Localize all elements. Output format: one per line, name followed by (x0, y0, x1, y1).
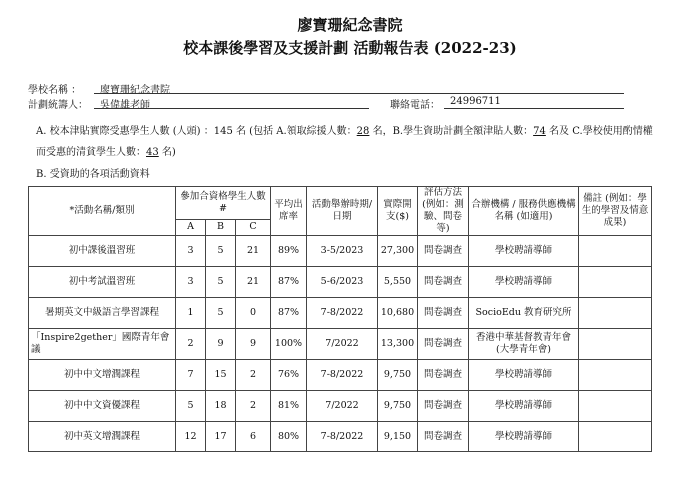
table-row (29, 391, 652, 422)
evaluation-method: 問卷調查 (418, 267, 469, 298)
table-row (29, 329, 652, 360)
section-b-label: B. 受資助的各項活動資料 (36, 169, 150, 180)
header-remarks: 備註 (例如：學生的學習及情意成果) (579, 187, 652, 236)
count-c: 2 (236, 391, 271, 422)
attendance-rate: 76% (271, 360, 307, 391)
header-attendance: 平均出席率 (271, 187, 307, 236)
cssa-count: 28 (356, 126, 370, 137)
actual-expense: 9,750 (378, 360, 418, 391)
section-a-line2 (36, 146, 176, 160)
partner-organization: 學校聘請導師 (469, 236, 579, 267)
header-b: B (206, 219, 236, 235)
count-b: 18 (206, 391, 236, 422)
discretion-count: 43 (146, 147, 159, 158)
school-title: 廖寶珊紀念書院 (297, 16, 403, 34)
activity-name: 初中課後溫習班 (29, 236, 176, 267)
coordinator-underline (94, 108, 369, 109)
partner-organization: 學校聘請導師 (469, 391, 579, 422)
phone-underline (444, 108, 624, 109)
count-c: 21 (236, 236, 271, 267)
full-grant-count: 74 (533, 126, 546, 137)
header-expense: 實際開支($) (378, 187, 418, 236)
count-c: 0 (236, 298, 271, 329)
attendance-rate: 100% (271, 329, 307, 360)
coordinator-label: 計劃統籌人： (28, 100, 88, 111)
phone-value: 24996711 (450, 96, 501, 107)
evaluation-method: 問卷調查 (418, 298, 469, 329)
evaluation-method: 問卷調查 (418, 360, 469, 391)
activity-period: 7/2022 (307, 329, 378, 360)
table-row (29, 267, 652, 298)
count-a: 2 (176, 329, 206, 360)
activity-period: 7-8/2022 (307, 422, 378, 452)
evaluation-method: 問卷調查 (418, 329, 469, 360)
activity-period: 3-5/2023 (307, 236, 378, 267)
table-row (29, 360, 652, 391)
activity-name: 初中中文資優課程 (29, 391, 176, 422)
header-partner: 合辦機構 / 服務供應機構名稱 (如適用) (469, 187, 579, 236)
remarks (579, 329, 652, 360)
remarks (579, 236, 652, 267)
activity-period: 7-8/2022 (307, 360, 378, 391)
count-b: 5 (206, 267, 236, 298)
remarks (579, 360, 652, 391)
activity-name: 「Inspire2gether」國際青年會議 (29, 329, 176, 360)
header-c: C (236, 219, 271, 235)
activity-name: 初中中文增潤課程 (29, 360, 176, 391)
count-a: 12 (176, 422, 206, 452)
section-a-line2-prefix: 而受惠的清貧學生人數： (36, 147, 146, 158)
coordinator-value: 吳偉雄老師 (100, 100, 150, 111)
attendance-rate: 81% (271, 391, 307, 422)
remarks (579, 391, 652, 422)
evaluation-method: 問卷調查 (418, 422, 469, 452)
section-a-mid2: 名及 C.學校使用酌情權 (545, 126, 653, 137)
count-a: 7 (176, 360, 206, 391)
evaluation-method: 問卷調查 (418, 391, 469, 422)
evaluation-method: 問卷調查 (418, 236, 469, 267)
header-a: A (176, 219, 206, 235)
table-row (29, 236, 652, 267)
phone-label: 聯絡電話： (390, 100, 440, 111)
partner-organization: 學校聘請導師 (469, 422, 579, 452)
header-evaluation: 評估方法(例如：測驗、問卷等) (418, 187, 469, 236)
remarks (579, 267, 652, 298)
activity-period: 7/2022 (307, 391, 378, 422)
school-label: 學校名稱 ： (28, 85, 82, 96)
count-b: 9 (206, 329, 236, 360)
activity-name: 暑期英文中級語言學習課程 (29, 298, 176, 329)
count-a: 1 (176, 298, 206, 329)
count-b: 17 (206, 422, 236, 452)
section-a-prefix: A. 校本津貼實際受惠學生人數 (人頭) ：145 名 (包括 A.領取綜援人數： (36, 126, 357, 137)
actual-expense: 10,680 (378, 298, 418, 329)
actual-expense: 9,750 (378, 391, 418, 422)
section-a-line2-suffix: 名) (158, 147, 176, 158)
section-a-line1 (36, 125, 686, 139)
count-c: 9 (236, 329, 271, 360)
attendance-rate: 80% (271, 422, 307, 452)
count-b: 5 (206, 236, 236, 267)
count-b: 15 (206, 360, 236, 391)
activity-name: 初中英文增潤課程 (29, 422, 176, 452)
count-c: 21 (236, 267, 271, 298)
school-underline (94, 93, 624, 94)
activity-period: 5-6/2023 (307, 267, 378, 298)
table-row (29, 298, 652, 329)
count-a: 3 (176, 267, 206, 298)
partner-organization: SocioEdu 教育研究所 (469, 298, 579, 329)
header-eligible: 參加合資格學生人數# (176, 187, 271, 220)
actual-expense: 27,300 (378, 236, 418, 267)
school-value: 廖寶珊紀念書院 (100, 85, 170, 96)
partner-organization: 香港中華基督教青年會 (大學青年會) (469, 329, 579, 360)
activity-table (28, 186, 652, 452)
remarks (579, 422, 652, 452)
count-a: 3 (176, 236, 206, 267)
partner-organization: 學校聘請導師 (469, 267, 579, 298)
section-a-mid1: 名，B.學生資助計劃全額津貼人數： (369, 126, 534, 137)
count-c: 6 (236, 422, 271, 452)
header-activity: *活動名稱/類別 (29, 187, 176, 236)
count-c: 2 (236, 360, 271, 391)
attendance-rate: 87% (271, 267, 307, 298)
attendance-rate: 87% (271, 298, 307, 329)
actual-expense: 5,550 (378, 267, 418, 298)
actual-expense: 9,150 (378, 422, 418, 452)
remarks (579, 298, 652, 329)
count-b: 5 (206, 298, 236, 329)
activity-name: 初中考試溫習班 (29, 267, 176, 298)
header-period: 活動舉辦時期/日期 (307, 187, 378, 236)
table-row (29, 422, 652, 452)
actual-expense: 13,300 (378, 329, 418, 360)
attendance-rate: 89% (271, 236, 307, 267)
activity-period: 7-8/2022 (307, 298, 378, 329)
count-a: 5 (176, 391, 206, 422)
report-title: 校本課後學習及支援計劃 活動報告表 (2022-23) (183, 39, 517, 57)
partner-organization: 學校聘請導師 (469, 360, 579, 391)
